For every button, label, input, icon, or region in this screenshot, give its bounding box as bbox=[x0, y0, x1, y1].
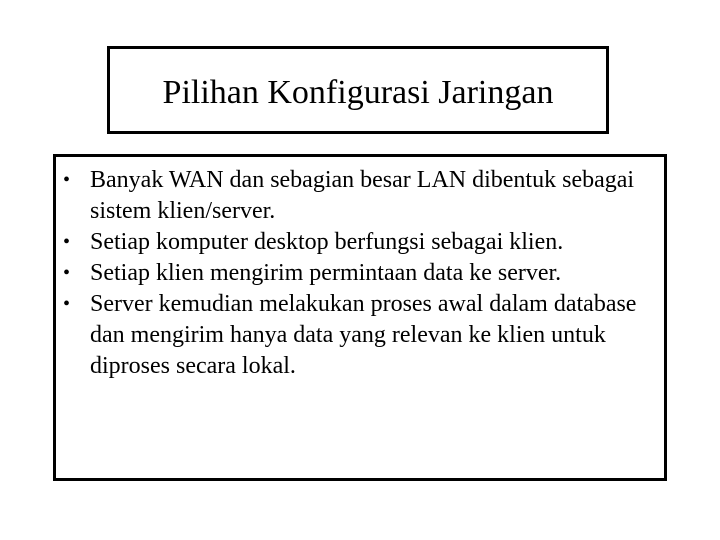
bullet-dot-icon: • bbox=[63, 169, 71, 191]
slide-title: Pilihan Konfigurasi Jaringan bbox=[162, 74, 554, 111]
bullet-item bbox=[56, 227, 658, 258]
bullet-dot-icon: • bbox=[63, 293, 71, 315]
content-box bbox=[53, 154, 667, 481]
bullet-text: Setiap komputer desktop berfungsi sebagai klien. bbox=[90, 229, 564, 255]
bullet-item bbox=[56, 289, 658, 382]
bullet-dot-icon: • bbox=[63, 231, 71, 253]
bullet-item bbox=[56, 165, 658, 227]
bullet-dot-icon: • bbox=[63, 262, 71, 284]
title-box bbox=[107, 46, 609, 134]
bullet-list bbox=[56, 165, 658, 382]
bullet-text: Banyak WAN dan sebagian besar LAN dibentuk sebagai sistem klien/server. bbox=[90, 167, 635, 224]
bullet-item bbox=[56, 258, 658, 289]
bullet-text: Setiap klien mengirim permintaan data ke server. bbox=[90, 260, 562, 286]
bullet-text: Server kemudian melakukan proses awal dalam database dan mengirim hanya data yang relevan ke klien untuk diproses secara lokal. bbox=[90, 291, 637, 379]
